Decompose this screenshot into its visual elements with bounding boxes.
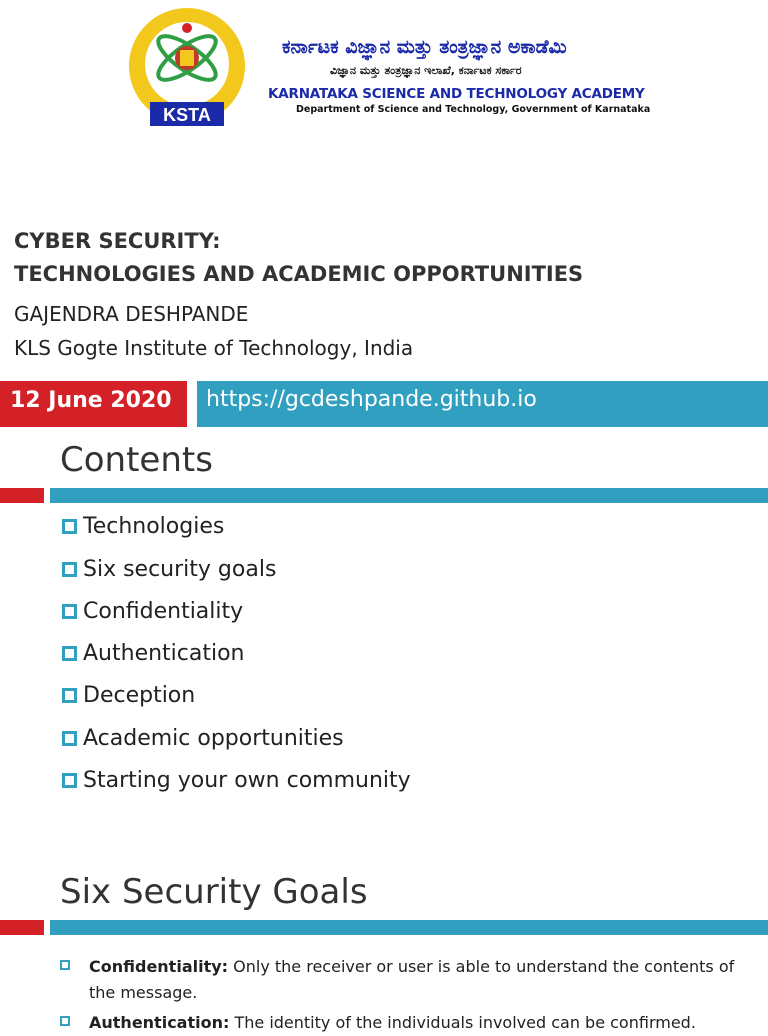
goals-slide-title: Six Security Goals <box>60 872 368 912</box>
list-item: Deception <box>62 679 195 711</box>
date-text: 12 June 2020 <box>10 388 172 413</box>
list-item <box>60 1010 760 1036</box>
presentation-title-line1: CYBER SECURITY: <box>14 229 221 253</box>
list-item <box>60 954 760 1006</box>
logo-text: KSTA <box>163 105 211 125</box>
goal-term: Confidentiality: <box>89 957 229 976</box>
goal-description: Only the receiver or user is able to understand the contents of the message. <box>89 957 735 1002</box>
list-item: Six security goals <box>62 553 276 585</box>
square-bullet-icon <box>62 688 77 703</box>
contents-accent-bar-red <box>0 488 44 503</box>
institution-name: KLS Gogte Institute of Technology, India <box>14 336 414 360</box>
goals-accent-bar-red <box>0 920 44 935</box>
square-bullet-icon <box>62 562 77 577</box>
goal-term: Authentication: <box>89 1013 230 1032</box>
url-link[interactable]: https://gcdeshpande.github.io <box>206 387 537 412</box>
presentation-title-line2: TECHNOLOGIES AND ACADEMIC OPPORTUNITIES <box>14 262 584 286</box>
list-item: Starting your own community <box>62 764 411 796</box>
square-bullet-icon <box>62 731 77 746</box>
list-item: Technologies <box>62 510 224 542</box>
goal-description: The identity of the individuals involved can be confirmed. <box>229 1013 696 1032</box>
list-item: Confidentiality <box>62 595 243 627</box>
header-english-dept: Department of Science and Technology, Government of Karnataka <box>296 104 651 115</box>
header-kannada-name: ಕರ್ನಾಟಕ ವಿಜ್ಞಾನ ಮತ್ತು ತಂತ್ರಜ್ಞಾನ ಅಕಾಡೆಮಿ <box>282 36 567 58</box>
list-item: Authentication <box>62 637 245 669</box>
author-name: GAJENDRA DESHPANDE <box>14 302 249 326</box>
list-item: Academic opportunities <box>62 722 344 754</box>
square-bullet-icon <box>60 1016 70 1026</box>
square-bullet-icon <box>62 604 77 619</box>
square-bullet-icon <box>62 646 77 661</box>
square-bullet-icon <box>62 773 77 788</box>
goals-accent-bar-blue <box>50 920 768 935</box>
square-bullet-icon <box>62 519 77 534</box>
contents-slide-title: Contents <box>60 440 213 480</box>
header-english-name: KARNATAKA SCIENCE AND TECHNOLOGY ACADEMY <box>268 86 645 102</box>
ksta-logo <box>112 6 262 126</box>
contents-accent-bar-blue <box>50 488 768 503</box>
header-kannada-dept: ವಿಜ್ಞಾನ ಮತ್ತು ತಂತ್ರಜ್ಞಾನ ಇಲಾಖೆ, ಕರ್ನಾಟಕ ಸರ್ಕಾರ <box>330 64 522 77</box>
square-bullet-icon <box>60 960 70 970</box>
